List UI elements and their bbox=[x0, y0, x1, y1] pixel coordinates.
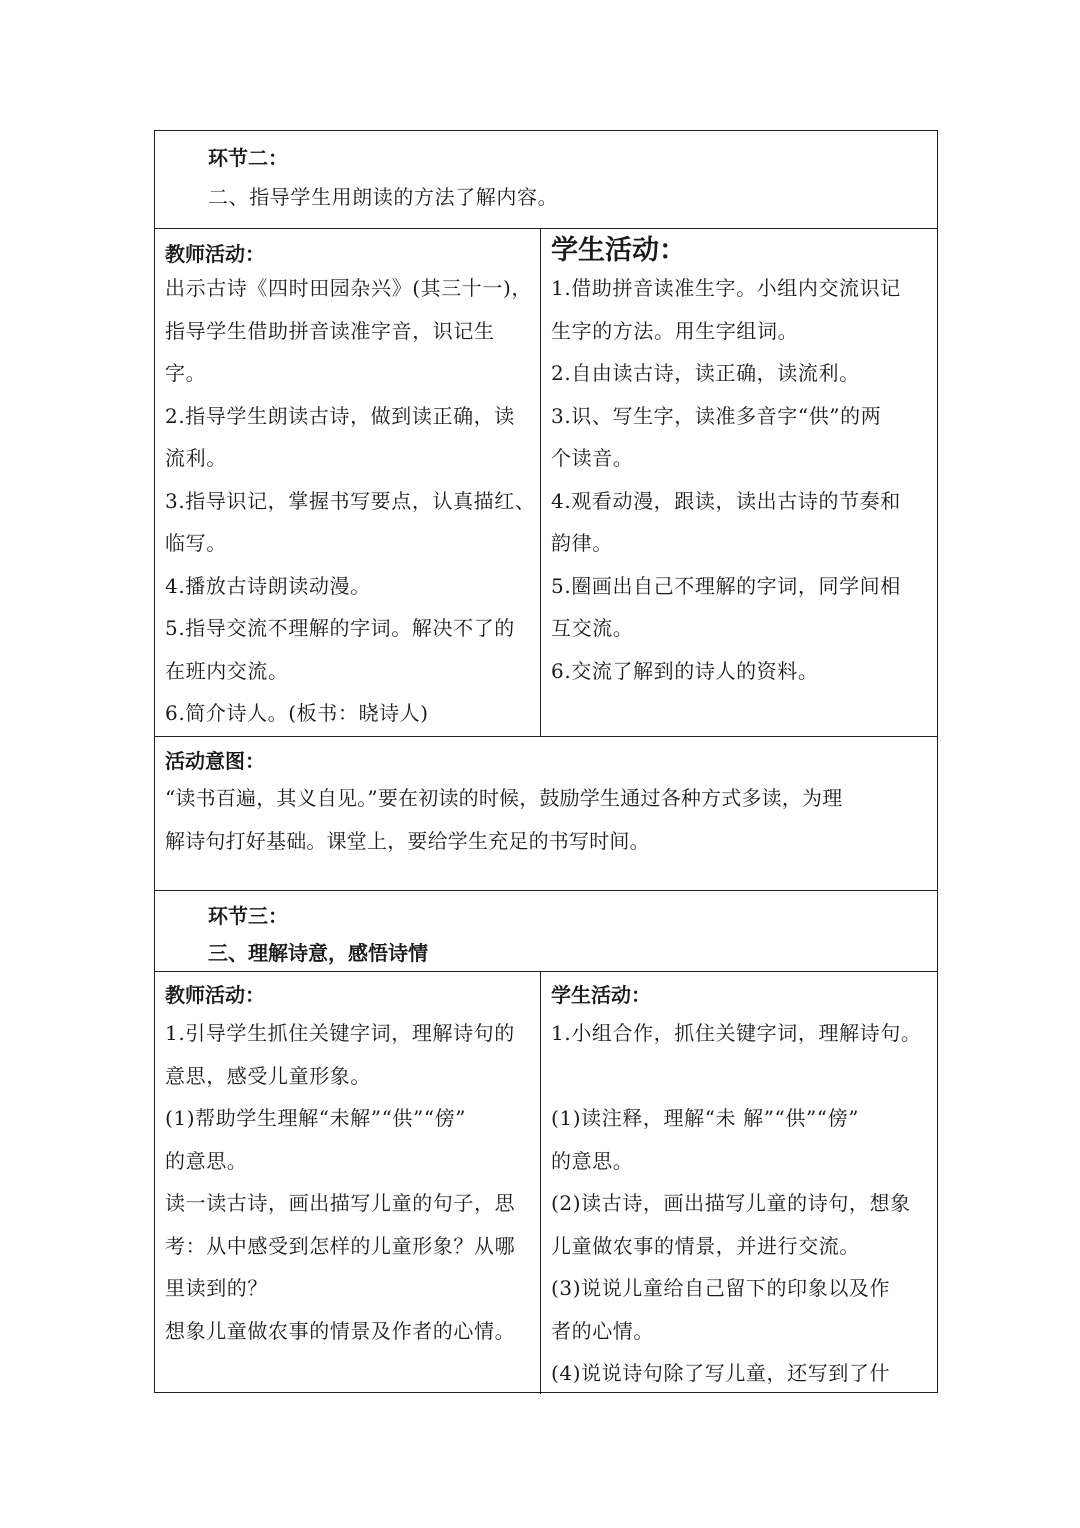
student-line: 儿童做农事的情景，并进行交流。 bbox=[551, 1233, 860, 1258]
section3-teacher-list bbox=[165, 1012, 515, 1352]
section3-teacher-cell bbox=[155, 972, 541, 1394]
student-line: 1.小组合作，抓住关键字词，理解诗句。 bbox=[551, 1021, 922, 1045]
section2-label: 环节二： bbox=[208, 146, 288, 170]
section2-teacher-heading: 教师活动： bbox=[165, 242, 265, 266]
student-line: 2.自由读古诗，读正确，读流利。 bbox=[551, 361, 860, 385]
teacher-line: 指导学生借助拼音读准字音，识记生 bbox=[165, 318, 495, 343]
teacher-line: 里读到的？ bbox=[165, 1276, 268, 1300]
student-line: 6.交流了解到的诗人的资料。 bbox=[551, 658, 819, 683]
section2-activities-row bbox=[155, 229, 937, 737]
section3-header-row bbox=[155, 891, 937, 972]
student-line: 4.观看动漫，跟读，读出古诗的节奏和 bbox=[551, 488, 901, 513]
teacher-line: 字。 bbox=[165, 361, 207, 385]
section2-intent-text bbox=[165, 777, 842, 862]
teacher-line: 3.指导识记，掌握书写要点，认真描红、 bbox=[165, 488, 536, 513]
section3-teacher-heading: 教师活动： bbox=[165, 983, 265, 1007]
section2-student-list bbox=[551, 267, 901, 692]
section2-intent-cell bbox=[165, 747, 842, 862]
section3-activities-row bbox=[155, 972, 937, 1394]
student-line: (4)说说诗句除了写儿童，还写到了什 bbox=[551, 1361, 891, 1385]
section3-student-list bbox=[551, 1012, 921, 1395]
teacher-line: 临写。 bbox=[165, 531, 227, 555]
intent-line: 解诗句打好基础。课堂上，要给学生充足的书写时间。 bbox=[165, 828, 650, 853]
student-line: 3.识、写生字，读准多音字“供”的两 bbox=[551, 403, 882, 428]
teacher-line: 考：从中感受到怎样的儿童形象？从哪 bbox=[165, 1233, 516, 1258]
student-line: 生字的方法。用生字组词。 bbox=[551, 318, 799, 343]
student-line: 互交流。 bbox=[551, 616, 634, 640]
section3-label: 环节三： bbox=[208, 904, 288, 928]
teacher-line: 出示古诗《四时田园杂兴》(其三十一)， bbox=[165, 276, 533, 300]
section2-teacher-list bbox=[165, 267, 535, 735]
student-line: 1.借助拼音读准生字。小组内交流识记 bbox=[551, 276, 901, 300]
teacher-line: 的意思。 bbox=[165, 1148, 248, 1173]
teacher-line: (1)帮助学生理解“未解”“供”“傍” bbox=[165, 1106, 467, 1130]
teacher-line: 意思，感受儿童形象。 bbox=[165, 1063, 371, 1088]
student-line-blank bbox=[551, 1055, 921, 1098]
teacher-line: 5.指导交流不理解的字词。解决不了的 bbox=[165, 616, 515, 640]
student-line: (1)读注释，理解“未 解”“供”“傍” bbox=[551, 1106, 860, 1130]
student-line: 韵律。 bbox=[551, 531, 613, 555]
teacher-line: 在班内交流。 bbox=[165, 658, 289, 683]
student-line: 者的心情。 bbox=[551, 1318, 654, 1343]
section2-student-cell bbox=[541, 229, 937, 736]
section3-student-heading: 学生活动： bbox=[551, 983, 651, 1007]
intent-line: “读书百遍，其义自见。”要在初读的时候，鼓励学生通过各种方式多读，为理 bbox=[165, 786, 843, 810]
teacher-line: 读一读古诗，画出描写儿童的句子，思 bbox=[165, 1191, 516, 1215]
section2-intent-heading: 活动意图： bbox=[165, 749, 265, 773]
student-line: (3)说说儿童给自己留下的印象以及作 bbox=[551, 1276, 891, 1300]
teacher-line: 1.引导学生抓住关键字词，理解诗句的 bbox=[165, 1021, 515, 1045]
section3-student-cell bbox=[541, 972, 937, 1394]
section2-student-heading: 学生活动： bbox=[551, 235, 686, 266]
lesson-plan-table bbox=[154, 130, 938, 1393]
teacher-line: 6.简介诗人。(板书：晓诗人) bbox=[165, 701, 429, 725]
student-line: 的意思。 bbox=[551, 1148, 634, 1173]
teacher-line: 4.播放古诗朗读动漫。 bbox=[165, 573, 371, 598]
student-line: 5.圈画出自己不理解的字词，同学间相 bbox=[551, 573, 901, 598]
student-line: (2)读古诗，画出描写儿童的诗句，想象 bbox=[551, 1191, 911, 1215]
student-line: 个读音。 bbox=[551, 446, 634, 470]
teacher-line: 想象儿童做农事的情景及作者的心情。 bbox=[165, 1318, 516, 1343]
teacher-line: 2.指导学生朗读古诗，做到读正确，读 bbox=[165, 403, 515, 428]
section3-title: 三、理解诗意，感悟诗情 bbox=[208, 941, 428, 965]
section2-teacher-cell bbox=[155, 229, 541, 736]
section2-title: 二、指导学生用朗读的方法了解内容。 bbox=[208, 185, 559, 209]
teacher-line: 流利。 bbox=[165, 446, 227, 470]
section2-header-row bbox=[155, 131, 937, 229]
section2-intent-row bbox=[155, 737, 937, 891]
